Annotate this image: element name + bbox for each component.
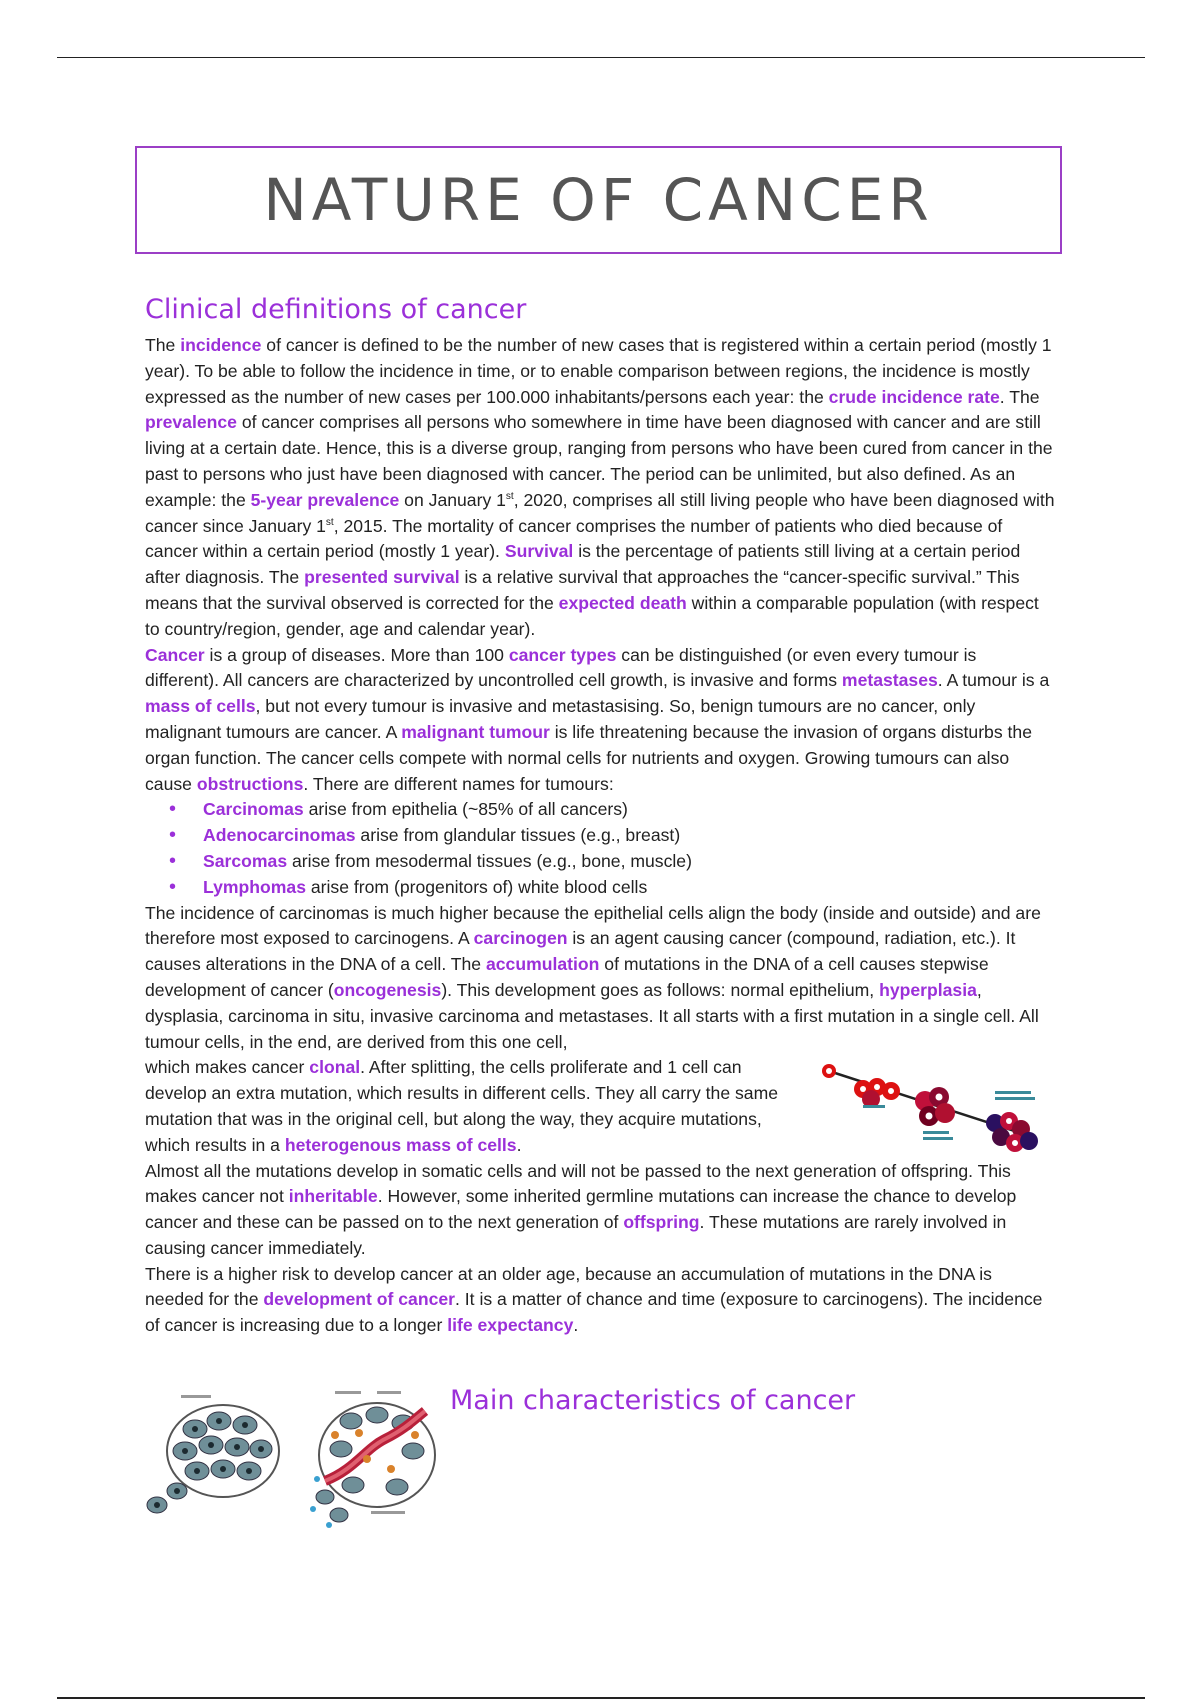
text-run: . The — [999, 386, 1040, 407]
keyword: obstructions — [196, 773, 304, 794]
section-heading-clinical-definitions: Clinical definitions of cancer — [145, 294, 527, 325]
text-run: is an agent causing cancer (compound, radiation, etc.). It causes alterations in the DNA of a cell. The — [145, 928, 1016, 975]
tumour-blood-vessel-figure — [305, 1389, 440, 1531]
keyword: life expectancy — [447, 1315, 574, 1336]
text-run: There is a higher risk to develop cancer at an older age, because an accumulation of mutations in the DNA is needed for the — [145, 1263, 992, 1310]
text-run: . There are different names for tumours: — [303, 773, 614, 794]
header-rule — [57, 57, 1145, 58]
keyword: Survival — [504, 541, 574, 562]
text-run: , 2020, comprises all still living people who have been diagnosed with cancer since January 1 — [145, 489, 1055, 536]
keyword: Lymphomas — [203, 876, 306, 897]
text-run: is a group of diseases. More than 100 — [204, 644, 509, 665]
keyword: malignant tumour — [401, 721, 550, 742]
keyword: inheritable — [288, 1186, 378, 1207]
keyword: 5-year prevalence — [250, 489, 400, 510]
text-run: , but not every tumour is invasive and metastasising. So, benign tumours are no cancer, only malignant tumours are cancer. A — [145, 696, 976, 742]
title-box — [135, 146, 1062, 254]
keyword: presented survival — [304, 567, 460, 588]
paragraph-cancer-definition — [145, 643, 1055, 798]
text-run: . — [573, 1315, 579, 1336]
superscript: st — [325, 516, 334, 528]
text-run: , dysplasia, carcinoma in situ, invasive carcinoma and metastases. It all starts with a first mutation in a single cell. All tumour cells, in the end, are derived from this one cell, — [145, 979, 1039, 1052]
paragraph-inheritance — [145, 1159, 1055, 1262]
keyword: carcinogen — [473, 928, 568, 949]
text-run: can be distinguished (or even every tumour is different). All cancers are characterized by uncontrolled cell growth, is invasive and forms — [145, 644, 977, 691]
text-run: The — [145, 335, 181, 355]
text-run: is a relative survival that approaches the “cancer-specific survival.” This means that the survival observed is corrected for the — [145, 567, 1020, 613]
footer-rule — [57, 1697, 1145, 1699]
text-run: of cancer is defined to be the number of new cases that is registered within a certain period (mostly 1 year). To be able to follow the incidence in time, or to enable comparison between regions, the incidence is mostly expressed as the number of new cases per 100.000 inhabitants/persons each year: the — [145, 335, 1052, 407]
paragraph-age-risk — [145, 1262, 1055, 1339]
characteristics-section — [145, 1383, 1055, 1533]
keyword: development of cancer — [263, 1289, 456, 1310]
list-item — [203, 823, 1055, 849]
paragraph-carcinogens — [145, 901, 1055, 1056]
keyword: heterogenous mass of cells — [284, 1134, 517, 1155]
main-content — [145, 292, 1055, 1339]
text-run: The incidence of carcinomas is much higher because the epithelial cells align the body (inside and outside) and are therefore most exposed to carcinogens. A — [145, 902, 1041, 949]
list-item — [203, 875, 1055, 901]
keyword: expected death — [558, 592, 687, 613]
text-run: . These mutations are rarely involved in causing cancer immediately. — [145, 1212, 1007, 1258]
text-run: which makes cancer — [145, 1057, 310, 1078]
keyword: metastases — [841, 670, 938, 691]
keyword: Cancer — [145, 644, 205, 665]
text-run: . — [516, 1134, 522, 1155]
keyword: cancer types — [508, 644, 617, 665]
superscript: st — [505, 490, 514, 502]
clonal-block — [145, 1055, 1055, 1158]
clonal-evolution-diagram — [815, 1061, 1050, 1156]
text-run: is the percentage of patients still living at a certain period after diagnosis. The — [145, 541, 1021, 588]
text-run: arise from mesodermal tissues (e.g., bone, muscle) — [287, 850, 692, 871]
keyword: mass of cells — [145, 696, 256, 717]
paragraph-clonal — [145, 1055, 800, 1158]
text-run: , 2015. The mortality of cancer comprises the number of patients who died because of cancer within a certain period (mostly 1 year). — [145, 515, 1003, 562]
text-run: of mutations in the DNA of a cell causes stepwise development of cancer ( — [145, 954, 989, 1000]
keyword: offspring — [623, 1212, 700, 1233]
cancer-cell-cluster-figure — [145, 1393, 285, 1523]
keyword: Sarcomas — [203, 850, 288, 871]
keyword: clonal — [309, 1057, 361, 1078]
text-run: arise from (progenitors of) white blood cells — [305, 876, 648, 897]
text-run: arise from glandular tissues (e.g., breast) — [355, 825, 681, 846]
keyword: hyperplasia — [879, 979, 977, 1000]
tumour-types-list — [145, 797, 1055, 900]
keyword: prevalence — [145, 412, 237, 433]
keyword: oncogenesis — [333, 979, 442, 1000]
text-run: . However, some inherited germline mutations can increase the chance to develop cancer and these can be passed on to the next generation of — [145, 1186, 1017, 1233]
page-title: NATURE OF CANCER — [263, 166, 934, 234]
section-heading-main-characteristics: Main characteristics of cancer — [450, 1385, 856, 1416]
keyword: Adenocarcinomas — [203, 825, 356, 846]
text-run: arise from epithelia (~85% of all cancers) — [303, 799, 628, 820]
keyword: Carcinomas — [203, 799, 304, 820]
text-run: is life threatening because the invasion of organs disturbs the organ function. The cancer cells compete with normal cells for nutrients and oxygen. Growing tumours can also cause — [145, 721, 1032, 794]
text-run: on January 1 — [399, 489, 506, 510]
text-run: . After splitting, the cells proliferate and 1 cell can develop an extra mutation, which results in different cells. They all carry the same mutation that was in the original cell, but along the way, they acquire mutations, which results in a — [145, 1057, 779, 1155]
list-item — [203, 797, 1055, 823]
keyword: incidence — [180, 335, 262, 355]
list-item — [203, 849, 1055, 875]
text-run: . A tumour is a — [937, 670, 1050, 691]
text-run: ). This development goes as follows: normal epithelium, — [441, 979, 880, 1000]
text-run: within a comparable population (with respect to country/region, gender, age and calendar year). — [145, 592, 1039, 639]
keyword: crude incidence rate — [828, 386, 1000, 407]
text-run: of cancer comprises all persons who somewhere in time have been diagnosed with cancer and are still living at a certain date. Hence, this is a diverse group, ranging from persons who have been cured from cancer in the past to persons who just have been diagnosed with cancer. The period can be unlimited, but also defined. As an example: the — [145, 412, 1053, 510]
keyword: accumulation — [485, 954, 600, 975]
paragraph-incidence — [145, 333, 1055, 643]
text-run: Almost all the mutations develop in somatic cells and will not be passed to the next generation of offspring. This makes cancer not — [145, 1160, 1011, 1207]
text-run: . It is a matter of chance and time (exposure to carcinogens). The incidence of cancer is increasing due to a longer — [145, 1289, 1043, 1336]
